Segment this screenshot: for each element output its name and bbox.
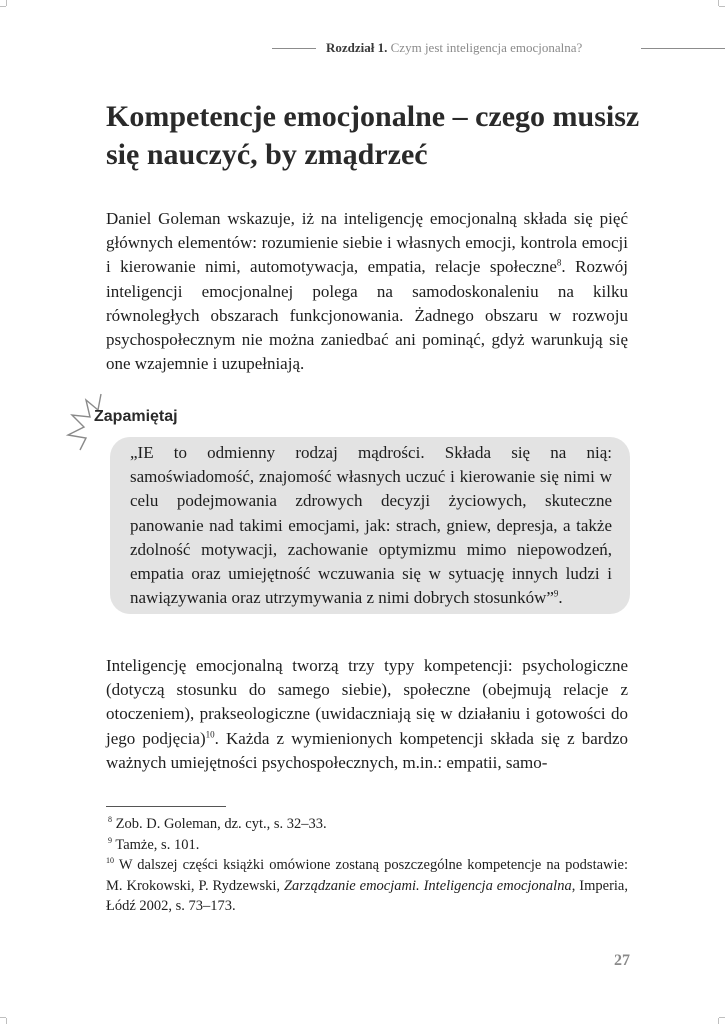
crop-mark-top-right-v bbox=[718, 0, 719, 6]
crop-mark-top-left bbox=[0, 6, 6, 7]
footnote-10-book-title: Zarządzanie emocjami. Inteligencja emocjonalna bbox=[283, 877, 572, 894]
crop-mark-top-right bbox=[719, 6, 725, 7]
paragraph-2-text-b: . Każda z wymienionych kompetencji składa się z bardzo ważnych umiejętności psychospołecznych, m.in.: empatii, samo- bbox=[106, 728, 628, 772]
footnote-9-number: 9 bbox=[108, 835, 112, 845]
running-header bbox=[0, 38, 725, 58]
footnote-ref-8[interactable]: 8 bbox=[556, 257, 562, 268]
crop-mark-top-left-v bbox=[6, 0, 7, 6]
section-title: Kompetencje emocjonalne – czego musisz się nauczyć, by zmądrzeć bbox=[106, 100, 640, 171]
footnote-rule bbox=[106, 806, 226, 807]
header-rule-left bbox=[272, 48, 316, 49]
footnote-10-text-a: W dalszej części książki omówione zostaną poszczególne kompetencje na podstawie: M. Krokowski, P. Rydzewski, bbox=[106, 857, 628, 894]
body-paragraph-2 bbox=[106, 654, 628, 775]
header-rule-right bbox=[641, 48, 725, 49]
body-paragraph-1 bbox=[106, 207, 628, 376]
footnote-10-text-b: , Imperia, Łódź 2002, s. 73–173. bbox=[106, 877, 628, 914]
crop-mark-bottom-right bbox=[719, 1017, 725, 1018]
quote-text bbox=[130, 441, 612, 610]
page-number: 27 bbox=[614, 952, 630, 969]
footnote-9-text: Tamże, s. 101. bbox=[115, 836, 200, 853]
quote-end: . bbox=[558, 588, 563, 608]
paragraph-1-text-a: Daniel Goleman wskazuje, iż na inteligencję emocjonalną składa się pięć głównych elementów: rozumienie siebie i własnych emocji, kontrola emocji i kierowanie nimi, automotywacja, empatia, relacje społeczne bbox=[106, 209, 628, 277]
header-chapter-label: Rozdział 1. bbox=[326, 40, 388, 55]
paragraph-1-text-b: . Rozwój inteligencji emocjonalnej polega na samodoskonaleniu na kilku równoległych obszarach funkcjonowania. Żadnego obszaru w rozwoju psychospołecznym nie można zaniedbać ani pominąć, gdyż warunkują się one wzajemnie i uzupełniają. bbox=[106, 257, 628, 374]
footnote-ref-10[interactable]: 10 bbox=[205, 728, 215, 739]
footnote-8-text: Zob. D. Goleman, dz. cyt., s. 32–33. bbox=[115, 816, 327, 832]
footnotes bbox=[106, 814, 628, 917]
crop-mark-bottom-left-v bbox=[6, 1018, 7, 1024]
footnote-10 bbox=[106, 855, 628, 917]
footnote-10-number: 10 bbox=[106, 856, 114, 866]
footnote-ref-9[interactable]: 9 bbox=[553, 588, 559, 599]
crop-mark-bottom-right-v bbox=[718, 1018, 719, 1024]
paragraph-2-text-a: Inteligencję emocjonalną tworzą trzy typy kompetencji: psychologiczne (dotyczą stosunku do samego siebie), społeczne (obejmują relacje z otoczeniem), prakseologiczne (uwidaczniają się w działaniu i gotowości do jego podjęcia) bbox=[106, 656, 628, 748]
quote-box bbox=[110, 437, 630, 614]
header-text bbox=[326, 38, 582, 58]
header-chapter-title: Czym jest inteligencja emocjonalna? bbox=[390, 40, 583, 55]
quote-body: „IE to odmienny rodzaj mądrości. Składa się na nią: samoświadomość, znajomość własnych uczuć i kierowanie się nimi w celu podejmowania zdrowych decyzji życiowych, skuteczne panowanie nad takimi emocjami, jak: strach, gniew, depresja, a także zdolność motywacji, zachowanie optymizmu mimo niepowodzeń, empatia oraz umiejętność wczuwania się w sytuację innych ludzi i nawiązywania oraz utrzymywania z nimi dobrych stosunków” bbox=[130, 443, 612, 608]
footnote-8 bbox=[106, 814, 628, 835]
footnote-9 bbox=[106, 835, 628, 856]
footnote-8-number: 8 bbox=[108, 815, 112, 825]
remember-label: Zapamiętaj bbox=[94, 408, 178, 425]
